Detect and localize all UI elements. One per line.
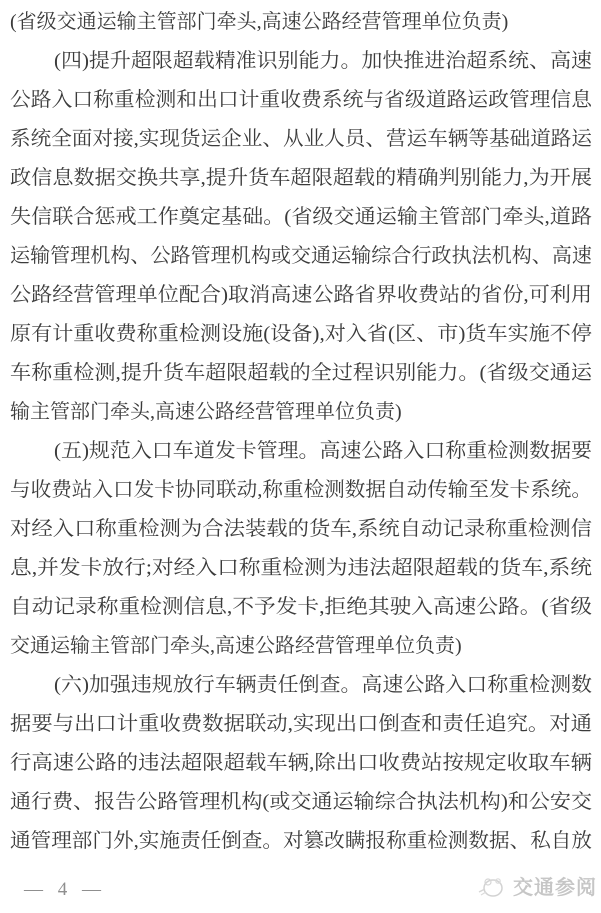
text-line: 与收费站入口发卡协同联动,称重检测数据自动传输至发卡系统。 — [10, 479, 593, 501]
text-line: 息,并发卡放行;对经入口称重检测为违法超限超载的货车,系统 — [10, 557, 592, 579]
page-footer — [0, 867, 601, 913]
text-line: (六)加强违规放行车辆责任倒查。高速公路入口称重检测数 — [54, 674, 593, 696]
text-line: 据要与出口计重收费数据联动,实现出口倒查和责任追究。对通 — [10, 713, 593, 735]
watermark-text: 交通参阅 — [513, 877, 597, 899]
text-line: (五)规范入口车道发卡管理。高速公路入口称重检测数据要 — [54, 440, 593, 462]
body-text — [10, 3, 592, 861]
text-line: 运输管理机构、公路管理机构或交通运输综合行政执法机构、高速 — [10, 245, 592, 267]
page-number: — 4 — — [24, 879, 102, 900]
text-line: 系统全面对接,实现货运企业、从业人员、营运车辆等基础道路运 — [10, 128, 593, 150]
text-line: 自动记录称重检测信息,不予发卡,拒绝其驶入高速公路。(省级 — [10, 596, 593, 618]
text-line: 交通运输主管部门牵头,高速公路经营管理单位负责) — [10, 635, 462, 657]
text-line: 政信息数据交换共享,提升货车超限超载的精确判别能力,为开展 — [10, 167, 593, 189]
text-line: 公路入口称重检测和出口计重收费系统与省级道路运政管理信息 — [10, 89, 593, 111]
text-line: 车称重检测,提升货车超限超载的全过程识别能力。(省级交通运 — [10, 362, 593, 384]
text-line: 对经入口称重检测为合法装载的货车,系统自动记录称重检测信 — [10, 518, 593, 540]
text-line: 输主管部门牵头,高速公路经营管理单位负责) — [10, 401, 402, 423]
text-line: 公路经营管理单位配合)取消高速公路省界收费站的省份,可利用 — [10, 284, 593, 306]
watermark-logo-icon — [475, 872, 509, 900]
text-line: 通管理部门外,实施责任倒查。对篡改瞒报称重检测数据、私自放 — [10, 830, 593, 852]
text-line: (四)提升超限超载精准识别能力。加快推进治超系统、高速 — [54, 50, 593, 72]
text-line: (省级交通运输主管部门牵头,高速公路经营管理单位负责) — [10, 11, 509, 33]
text-line: 通行费、报告公路管理机构(或交通运输综合执法机构)和公安交 — [10, 791, 592, 813]
text-line: 原有计重收费称重检测设施(设备),对入省(区、市)货车实施不停 — [10, 323, 592, 345]
watermark — [475, 871, 597, 900]
text-line: 失信联合惩戒工作奠定基础。(省级交通运输主管部门牵头,道路 — [10, 206, 593, 228]
text-line: 行高速公路的违法超限超载车辆,除出口收费站按规定收取车辆 — [10, 752, 593, 774]
